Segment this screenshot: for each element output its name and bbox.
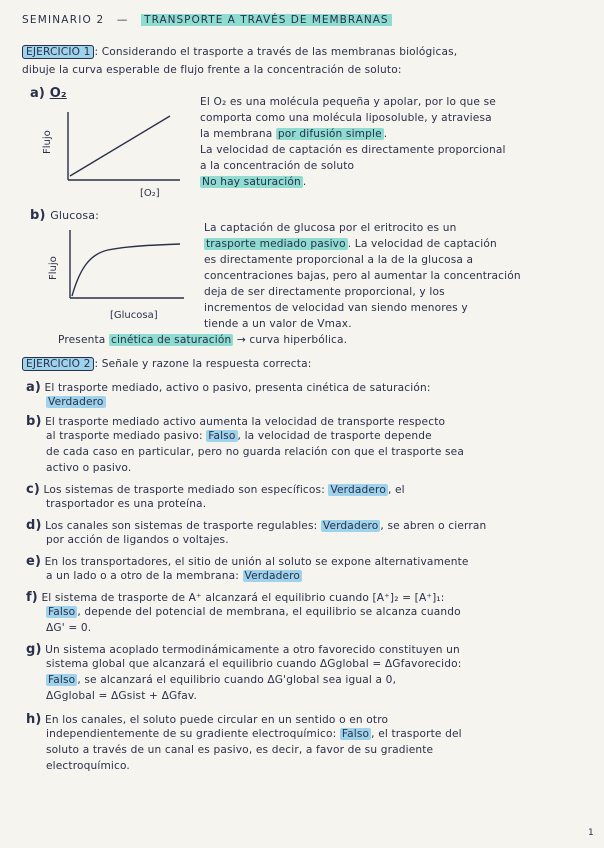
ex2-g-text-3b: , se alcanzará el equilibrio cuando ΔG'global sea igual a 0, bbox=[77, 674, 397, 686]
ex2-g-text-1: Un sistema acoplado termodinámicamente a otro favorecido constituyen un bbox=[45, 644, 460, 656]
ex1-intro-line-1 bbox=[22, 46, 457, 58]
ex2-e-line-2 bbox=[46, 570, 302, 582]
ex1-a-text-3a: la membrana bbox=[200, 128, 276, 140]
ex1-intro-1: : Considerando el trasporte a través de las membranas biológicas, bbox=[94, 46, 458, 58]
ex2-a-line-2 bbox=[46, 396, 106, 408]
ex2-c-letter: c) bbox=[26, 482, 40, 497]
ex2-h-line-4: electroquímico. bbox=[46, 760, 130, 772]
ex1-intro-line-2: dibuje la curva esperable de flujo frente a la concentración de soluto: bbox=[22, 64, 402, 76]
glucose-flux-graph bbox=[44, 228, 194, 324]
ex2-h-text-2c: , el trasporte del bbox=[371, 728, 462, 740]
ex2-a-answer: Verdadero bbox=[48, 396, 104, 408]
ex1-b-text-1: La captación de glucosa por el eritrocito es un bbox=[204, 222, 457, 234]
ex1-b-name: Glucosa: bbox=[50, 209, 99, 222]
ex2-c-line-2: trasportador es una proteína. bbox=[46, 498, 207, 510]
ex2-g-line-4: ΔGglobal = ΔGsist + ΔGfav. bbox=[46, 690, 197, 702]
ex1-b-text-2 bbox=[204, 238, 497, 250]
ex2-g-letter: g) bbox=[26, 642, 42, 657]
ex2-c-answer: Verdadero bbox=[330, 484, 386, 496]
ex1-a-text-1: El O₂ es una molécula pequeña y apolar, por lo que se bbox=[200, 96, 496, 108]
page-header bbox=[22, 14, 392, 26]
ex1-b-summary-c: → curva hiperbólica. bbox=[233, 334, 348, 346]
ex2-label: EJERCICIO 2 bbox=[22, 357, 94, 371]
ex2-e-letter: e) bbox=[26, 554, 42, 569]
ex2-g-line-3 bbox=[46, 674, 396, 686]
ex2-c-line-1 bbox=[26, 482, 405, 497]
ex1-a-text-4: La velocidad de captación es directamente proporcional bbox=[200, 144, 506, 156]
ex2-f-answer: Falso bbox=[48, 606, 76, 618]
glucose-graph-hyperbolic-curve bbox=[72, 244, 180, 296]
ex2-e-line-1 bbox=[26, 554, 469, 569]
ex2-b-line-1 bbox=[26, 414, 445, 429]
ex2-d-line-1 bbox=[26, 518, 486, 533]
ex2-f-text-2b: , depende del potencial de membrana, el equilibrio se alcanza cuando bbox=[77, 606, 461, 618]
ex2-g-answer: Falso bbox=[48, 674, 76, 686]
ex2-b-line-4: activo o pasivo. bbox=[46, 462, 132, 474]
ex1-b-summary bbox=[58, 334, 347, 346]
ex2-h-line-2 bbox=[46, 728, 462, 740]
ex1-b-text-4: concentraciones bajas, pero al aumentar la concentración bbox=[204, 270, 521, 282]
o2-graph-linear-curve bbox=[70, 116, 170, 176]
ex2-f-line-1 bbox=[26, 590, 445, 605]
ex2-b-letter: b) bbox=[26, 414, 42, 429]
ex1-b-saturation-kinetics: cinética de saturación bbox=[110, 334, 232, 346]
ex2-h-answer: Falso bbox=[341, 728, 370, 740]
ex2-d-line-2: por acción de ligandos o voltajes. bbox=[46, 534, 229, 546]
ex2-b-line-3: de cada caso en particular, pero no guarda relación con que el trasporte sea bbox=[46, 446, 464, 458]
ex1-a-text-6 bbox=[200, 176, 306, 188]
ex2-g-line-2: sistema global que alcanzará el equilibrio cuando ΔGglobal = ΔGfavorecido: bbox=[46, 658, 462, 670]
ex2-a-letter: a) bbox=[26, 380, 42, 395]
glucose-graph-ylabel: Flujo bbox=[48, 256, 59, 280]
ex2-d-text-1a: Los canales son sistemas de trasporte regulables: bbox=[45, 520, 321, 532]
ex2-e-text-2a: a un lado o a otro de la membrana: bbox=[46, 570, 243, 582]
ex2-f-letter: f) bbox=[26, 590, 38, 605]
ex2-e-answer: Verdadero bbox=[244, 570, 301, 582]
ex2-b-line-2 bbox=[46, 430, 432, 442]
ex2-g-line-1 bbox=[26, 642, 460, 657]
ex2-d-letter: d) bbox=[26, 518, 42, 533]
header-seminar: SEMINARIO 2 bbox=[22, 14, 105, 26]
ex1-a-heading bbox=[30, 86, 67, 101]
ex1-a-text-5: a la concentración de soluto bbox=[200, 160, 355, 172]
header-topic: TRANSPORTE A TRAVÉS DE MEMBRANAS bbox=[141, 14, 391, 26]
ex1-b-text-5: deja de ser directamente proporcional, y los bbox=[204, 286, 445, 298]
ex1-b-summary-a: Presenta bbox=[58, 334, 109, 346]
ex2-a-text: El trasporte mediado, activo o pasivo, presenta cinética de saturación: bbox=[44, 382, 431, 394]
ex1-a-no-saturation: No hay saturación bbox=[202, 176, 301, 188]
header-dash: — bbox=[116, 14, 129, 26]
ex1-a-text-2: comporta como una molécula liposoluble, y atraviesa bbox=[200, 112, 492, 124]
o2-graph-ylabel: Flujo bbox=[42, 130, 53, 154]
ex2-d-text-1c: , se abren o cierran bbox=[380, 520, 487, 532]
ex1-a-text-6b: . bbox=[302, 176, 307, 188]
ex2-f-line-3: ΔG' = 0. bbox=[46, 622, 92, 634]
ex2-a-line-1 bbox=[26, 380, 431, 395]
ex2-e-text-1: En los transportadores, el sitio de unión al soluto se expone alternativamente bbox=[44, 556, 469, 568]
ex1-label: EJERCICIO 1 bbox=[22, 45, 94, 59]
ex2-f-text-1: El sistema de trasporte de A⁺ alcanzará el equilibrio cuando [A⁺]₂ = [A⁺]₁: bbox=[41, 592, 445, 604]
ex2-h-letter: h) bbox=[26, 712, 42, 727]
o2-flux-graph bbox=[40, 108, 190, 204]
ex2-d-answer: Verdadero bbox=[322, 520, 379, 532]
ex1-b-heading bbox=[30, 208, 99, 223]
ex2-b-answer: Falso bbox=[208, 430, 236, 442]
ex1-a-simple-diffusion: por difusión simple bbox=[277, 128, 382, 140]
ex1-b-letter: b) bbox=[30, 208, 46, 223]
ex1-b-text-7: tiende a un valor de Vmax. bbox=[204, 318, 352, 330]
ex2-intro: : Señale y razone la respuesta correcta: bbox=[94, 358, 312, 370]
ex1-a-letter: a) bbox=[30, 86, 46, 101]
ex2-h-line-1 bbox=[26, 712, 388, 727]
ex2-c-text-1a: Los sistemas de trasporte mediado son específicos: bbox=[43, 484, 329, 496]
ex2-h-text-1: En los canales, el soluto puede circular en un sentido o en otro bbox=[45, 714, 389, 726]
ex1-b-passive-mediated: trasporte mediado pasivo bbox=[206, 238, 346, 250]
ex1-a-text-3c: . bbox=[383, 128, 388, 140]
ex1-b-text-6: incrementos de velocidad van siendo menores y bbox=[204, 302, 468, 314]
ex2-b-text-2c: , la velocidad de trasporte depende bbox=[237, 430, 432, 442]
page-number: 1 bbox=[588, 828, 594, 838]
o2-graph-xlabel: [O₂] bbox=[140, 188, 160, 199]
ex2-intro-line bbox=[22, 358, 311, 370]
ex2-h-text-2a: independientemente de su gradiente electroquímico: bbox=[46, 728, 340, 740]
ex1-a-name: O₂ bbox=[49, 86, 67, 101]
ex2-c-text-1c: , el bbox=[387, 484, 405, 496]
ex2-b-text-1: El trasporte mediado activo aumenta la velocidad de transporte respecto bbox=[45, 416, 446, 428]
ex1-b-text-2b: . La velocidad de captación bbox=[347, 238, 497, 250]
ex2-b-text-2a: al trasporte mediado pasivo: bbox=[46, 430, 207, 442]
ex1-a-text-3 bbox=[200, 128, 387, 140]
glucose-graph-xlabel: [Glucosa] bbox=[110, 310, 158, 321]
ex2-h-line-3: soluto a través de un canal es pasivo, es decir, a favor de su gradiente bbox=[46, 744, 434, 756]
ex2-f-line-2 bbox=[46, 606, 461, 618]
ex1-b-text-3: es directamente proporcional a la de la glucosa a bbox=[204, 254, 474, 266]
